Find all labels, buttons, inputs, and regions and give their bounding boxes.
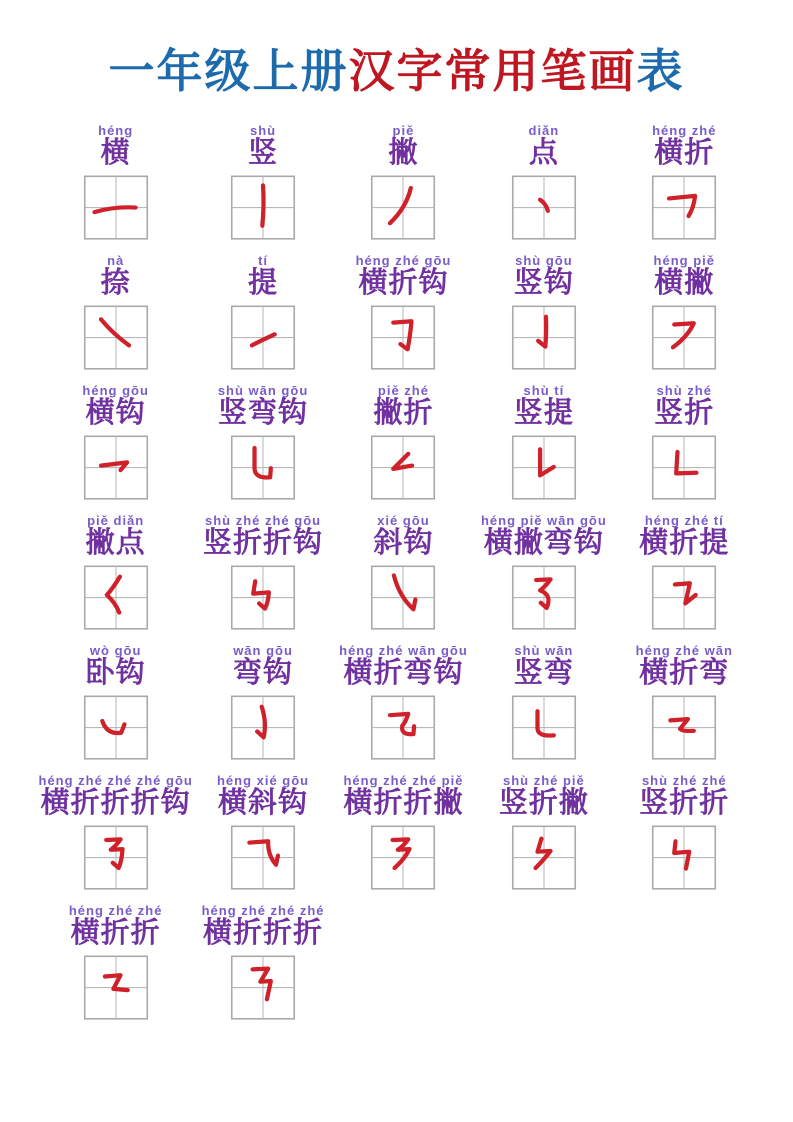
tianzige-grid bbox=[511, 175, 577, 240]
stroke-glyph bbox=[675, 841, 690, 868]
stroke-glyph bbox=[257, 707, 265, 738]
tianzige-grid bbox=[511, 825, 577, 890]
stroke-card bbox=[339, 643, 468, 760]
stroke-pinyin: héng zhé gōu bbox=[355, 253, 452, 269]
title-segment-blue-right: 表 bbox=[636, 45, 685, 97]
tianzige-grid bbox=[651, 435, 717, 500]
stroke-pinyin: shù zhé bbox=[656, 383, 712, 399]
stroke-glyph bbox=[536, 579, 550, 608]
tianzige-grid bbox=[83, 825, 149, 890]
stroke-name: 竖 bbox=[248, 137, 279, 170]
stroke-card bbox=[83, 253, 149, 370]
stroke-name: 竖钩 bbox=[513, 267, 574, 300]
stroke-name: 撇 bbox=[388, 137, 419, 170]
tianzige-grid bbox=[230, 305, 296, 370]
stroke-name: 横折折折钩 bbox=[40, 787, 191, 820]
stroke-glyph bbox=[101, 319, 129, 345]
stroke-pinyin: shù zhé zhé bbox=[641, 773, 727, 789]
stroke-pinyin: héng bbox=[98, 123, 134, 139]
stroke-card bbox=[343, 773, 463, 890]
tianzige-grid bbox=[651, 305, 717, 370]
tianzige-grid bbox=[83, 565, 149, 630]
tianzige-grid bbox=[230, 955, 296, 1020]
tianzige-grid bbox=[83, 175, 149, 240]
stroke-name: 竖折撇 bbox=[498, 787, 589, 820]
tianzige-grid bbox=[83, 435, 149, 500]
stroke-glyph bbox=[249, 841, 278, 864]
stroke-card bbox=[499, 773, 589, 890]
tianzige-grid bbox=[651, 565, 717, 630]
stroke-glyph bbox=[675, 583, 696, 603]
stroke-name: 横折弯 bbox=[639, 657, 730, 690]
stroke-glyph bbox=[538, 317, 546, 347]
stroke-name: 撇折 bbox=[373, 397, 434, 430]
tianzige-grid bbox=[651, 175, 717, 240]
stroke-pinyin: nà bbox=[107, 253, 125, 269]
stroke-glyph bbox=[671, 719, 694, 731]
stroke-glyph bbox=[390, 714, 414, 734]
stroke-name: 弯钩 bbox=[233, 657, 294, 690]
tianzige-grid bbox=[511, 305, 577, 370]
tianzige-grid bbox=[651, 825, 717, 890]
tianzige-grid bbox=[83, 305, 149, 370]
stroke-card bbox=[83, 123, 149, 240]
stroke-card bbox=[356, 253, 452, 370]
stroke-pinyin: héng xié gōu bbox=[216, 773, 310, 789]
stroke-pinyin: héng zhé tí bbox=[644, 513, 724, 529]
stroke-card bbox=[511, 253, 577, 370]
tianzige-grid bbox=[370, 695, 436, 760]
stroke-name: 横折 bbox=[654, 137, 715, 170]
title-segment-red: 汉字常用笔画 bbox=[348, 45, 637, 97]
stroke-pinyin: héng zhé bbox=[652, 123, 717, 139]
stroke-card bbox=[218, 383, 308, 500]
stroke-pinyin: héng zhé wān gōu bbox=[339, 643, 468, 659]
stroke-card bbox=[230, 643, 296, 760]
stroke-card bbox=[202, 903, 325, 1020]
stroke-glyph bbox=[669, 196, 695, 216]
stroke-pinyin: xié gōu bbox=[377, 513, 430, 529]
tianzige-grid bbox=[370, 825, 436, 890]
stroke-glyph bbox=[390, 188, 411, 223]
stroke-glyph bbox=[676, 452, 696, 473]
stroke-name: 横 bbox=[100, 137, 131, 170]
stroke-glyph bbox=[394, 321, 412, 349]
stroke-glyph bbox=[535, 839, 550, 868]
stroke-card bbox=[370, 383, 436, 500]
stroke-card bbox=[481, 513, 607, 630]
tianzige-grid bbox=[230, 435, 296, 500]
stroke-glyph bbox=[394, 575, 415, 609]
stroke-pinyin: héng piě bbox=[653, 253, 715, 269]
stroke-pinyin: shù gōu bbox=[515, 253, 573, 269]
stroke-pinyin: héng gōu bbox=[82, 383, 149, 399]
stroke-name: 点 bbox=[528, 137, 559, 170]
stroke-pinyin: héng zhé wān bbox=[635, 643, 733, 659]
stroke-card bbox=[69, 903, 163, 1020]
stroke-name: 竖折 bbox=[654, 397, 715, 430]
tianzige-grid bbox=[651, 695, 717, 760]
tianzige-grid bbox=[230, 695, 296, 760]
stroke-name: 横折钩 bbox=[358, 267, 449, 300]
stroke-card bbox=[82, 383, 149, 500]
stroke-name: 斜钩 bbox=[373, 527, 434, 560]
stroke-card bbox=[217, 773, 309, 890]
stroke-pinyin: shù wān gōu bbox=[217, 383, 309, 399]
stroke-name: 竖折折钩 bbox=[203, 527, 324, 560]
stroke-glyph bbox=[253, 581, 269, 608]
stroke-card bbox=[203, 513, 323, 630]
stroke-name: 横撇 bbox=[654, 267, 715, 300]
stroke-card bbox=[511, 383, 577, 500]
stroke-name: 竖折折 bbox=[639, 787, 730, 820]
stroke-glyph bbox=[393, 839, 410, 868]
stroke-glyph bbox=[106, 839, 122, 868]
stroke-card bbox=[639, 513, 729, 630]
stroke-card bbox=[370, 123, 436, 240]
stroke-card bbox=[39, 773, 193, 890]
tianzige-grid bbox=[370, 305, 436, 370]
stroke-card bbox=[83, 513, 149, 630]
tianzige-grid bbox=[230, 565, 296, 630]
stroke-name: 横钩 bbox=[85, 397, 146, 430]
stroke-name: 撇点 bbox=[85, 527, 146, 560]
stroke-name: 横折弯钩 bbox=[343, 657, 464, 690]
stroke-card bbox=[511, 643, 577, 760]
stroke-glyph bbox=[107, 577, 120, 613]
stroke-pinyin: héng zhé zhé bbox=[68, 903, 163, 919]
stroke-name: 竖提 bbox=[513, 397, 574, 430]
stroke-pinyin: tí bbox=[258, 253, 269, 269]
stroke-name: 提 bbox=[248, 267, 279, 300]
stroke-pinyin: shù bbox=[249, 123, 277, 139]
stroke-card bbox=[639, 773, 729, 890]
tianzige-grid bbox=[230, 175, 296, 240]
stroke-pinyin: héng piě wān gōu bbox=[480, 513, 607, 529]
stroke-pinyin: shù zhé zhé gōu bbox=[204, 513, 322, 529]
stroke-pinyin: héng zhé zhé zhé gōu bbox=[38, 773, 193, 789]
tianzige-grid bbox=[511, 565, 577, 630]
stroke-card bbox=[511, 123, 577, 240]
stroke-pinyin: shù tí bbox=[523, 383, 565, 399]
stroke-glyph bbox=[537, 711, 553, 735]
tianzige-grid bbox=[511, 435, 577, 500]
stroke-pinyin: piě bbox=[392, 123, 415, 139]
stroke-pinyin: wān gōu bbox=[233, 643, 293, 659]
stroke-pinyin: héng zhé zhé piě bbox=[343, 773, 464, 789]
stroke-pinyin: shù zhé piě bbox=[502, 773, 585, 789]
stroke-name: 横斜钩 bbox=[218, 787, 309, 820]
stroke-pinyin: diǎn bbox=[528, 123, 560, 139]
tianzige-grid bbox=[230, 825, 296, 890]
stroke-pinyin: wò gōu bbox=[89, 643, 142, 659]
stroke-glyph bbox=[262, 185, 263, 225]
page-title bbox=[0, 0, 793, 99]
stroke-table bbox=[39, 123, 755, 1020]
stroke-card bbox=[230, 123, 296, 240]
tianzige-grid bbox=[511, 695, 577, 760]
stroke-name: 横折折 bbox=[70, 917, 161, 950]
stroke-name: 横折提 bbox=[639, 527, 730, 560]
stroke-glyph bbox=[102, 721, 124, 733]
stroke-card bbox=[651, 253, 717, 370]
stroke-name: 横折折折 bbox=[203, 917, 324, 950]
tianzige-grid bbox=[83, 695, 149, 760]
stroke-card bbox=[83, 643, 149, 760]
stroke-glyph bbox=[673, 323, 694, 347]
stroke-pinyin: piě diǎn bbox=[87, 513, 145, 529]
stroke-name: 横折折撇 bbox=[343, 787, 464, 820]
stroke-pinyin: héng zhé zhé zhé bbox=[201, 903, 325, 919]
stroke-name: 捺 bbox=[100, 267, 131, 300]
tianzige-grid bbox=[370, 435, 436, 500]
title-segment-blue-left: 一年级上册 bbox=[108, 45, 349, 97]
tianzige-grid bbox=[370, 175, 436, 240]
stroke-card bbox=[370, 513, 436, 630]
stroke-glyph bbox=[540, 449, 554, 475]
stroke-card bbox=[651, 383, 717, 500]
tianzige-grid bbox=[83, 955, 149, 1020]
stroke-card bbox=[651, 123, 717, 240]
stroke-card bbox=[636, 643, 733, 760]
stroke-glyph bbox=[253, 969, 271, 1000]
stroke-name: 竖弯钩 bbox=[218, 397, 309, 430]
stroke-name: 横撇弯钩 bbox=[483, 527, 604, 560]
stroke-pinyin: piě zhé bbox=[377, 383, 429, 399]
stroke-glyph bbox=[101, 462, 127, 470]
stroke-name: 卧钩 bbox=[85, 657, 146, 690]
tianzige-grid bbox=[370, 565, 436, 630]
stroke-card bbox=[230, 253, 296, 370]
stroke-name: 竖弯 bbox=[513, 657, 574, 690]
stroke-pinyin: shù wān bbox=[514, 643, 574, 659]
